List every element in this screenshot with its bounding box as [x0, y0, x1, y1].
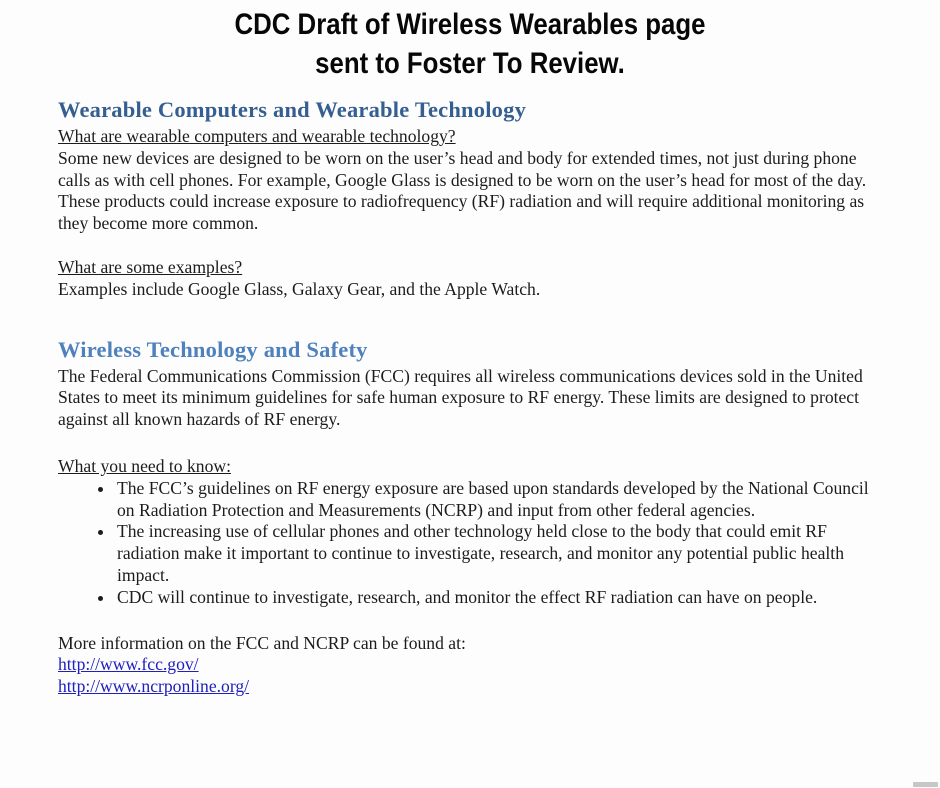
paragraph-wearable-devices: Some new devices are designed to be worn on the user’s head and body for extended times, not just during phone calls as with cell phones. For example, Google Glass is designed to be worn on the user’s head for most of the day. These products could increase exposure to radiofrequency (RF) radiation and will require additional monitoring as they become more common. — [58, 147, 867, 234]
section-heading-wearable-computers: Wearable Computers and Wearable Technology — [58, 97, 527, 122]
paragraph-examples: Examples include Google Glass, Galaxy Gear, and the Apple Watch. — [58, 278, 541, 299]
document-body — [58, 97, 886, 698]
more-info-text: More information on the FCC and NCRP can be found at: — [58, 632, 466, 653]
section-heading-wireless-safety: Wireless Technology and Safety — [58, 336, 368, 362]
page-corner-artifact — [913, 782, 938, 787]
know-bullet-list — [58, 478, 886, 609]
question-what-are-some-examples: What are some examples? — [58, 256, 243, 277]
bullet-increasing-use: • The increasing use of cellular phones and other technology held close to the body that could emit RF radiation make it important to continue to investigate, research, and monitor any potential public health impact. — [115, 521, 886, 586]
question-what-you-need-to-know: What you need to know: — [58, 455, 231, 476]
bullet-cdc-monitor: • CDC will continue to investigate, research, and monitor the effect RF radiation can have on people. — [115, 587, 886, 609]
link-row-fcc — [58, 654, 886, 676]
link-fcc[interactable]: http://www.fcc.gov/ — [58, 654, 199, 675]
link-ncrp[interactable]: http://www.ncrponline.org/ — [58, 676, 250, 697]
paragraph-fcc-guidelines: The Federal Communications Commission (FCC) requires all wireless communications devices sold in the United States to meet its minimum guidelines for safe human exposure to RF energy. These limits are designed to protect against all known hazards of RF energy. — [58, 365, 863, 430]
link-row-ncrp — [58, 676, 886, 698]
page-title — [0, 0, 940, 83]
page-title-line-1: CDC Draft of Wireless Wearables page — [234, 8, 706, 41]
page-title-line-2: sent to Foster To Review. — [315, 47, 625, 80]
bullet-ncrp-standards: • The FCC’s guidelines on RF energy exposure are based upon standards developed by the National Council on Radiation Protection and Measurements (NCRP) and input from other federal agencies. — [115, 478, 886, 522]
link-list — [58, 654, 886, 698]
question-what-are-wearable-computers: What are wearable computers and wearable technology? — [58, 126, 456, 146]
